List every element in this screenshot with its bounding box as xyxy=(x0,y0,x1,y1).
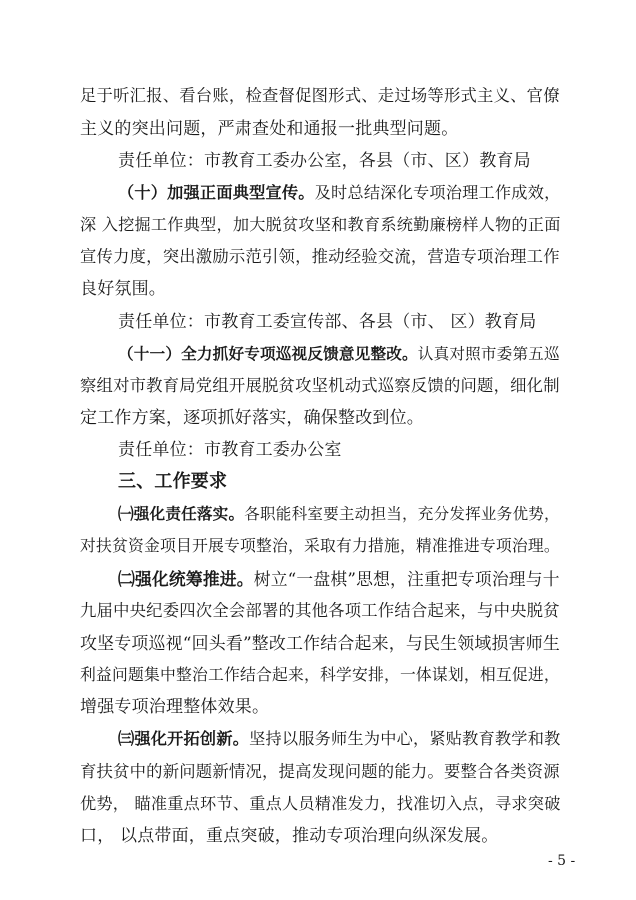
requirement-title: ㈠强化责任落实。 xyxy=(118,504,245,523)
section-line: （十一）全力抓好专项巡视反馈意见整改。认真对照市委第五巡 xyxy=(118,344,560,363)
body-line: 宣传力度，突出激励示范引领，推动经验交流，营造专项治理工作 xyxy=(80,247,560,266)
page-number: - 5 - xyxy=(548,853,576,869)
responsible-unit-line: 责任单位：市教育工委办公室，各县（市、区）教育局 xyxy=(118,151,531,171)
responsible-unit-line: 责任单位：市教育工委办公室 xyxy=(118,440,342,460)
body-line: 良好氛围。 xyxy=(80,279,166,299)
body-line: 利益问题集中整治工作结合起来，科学安排，一体谋划，相互促进， xyxy=(80,665,560,684)
body-line: 深 入挖掘工作典型，加大脱贫攻坚和教育系统勤廉榜样人物的正面 xyxy=(80,215,561,234)
responsible-unit-line: 责任单位：市教育工委宣传部、各县（市、 区）教育局 xyxy=(118,312,537,332)
section-title: （十）加强正面典型宣传。 xyxy=(118,183,315,202)
section-title: （十一）全力抓好专项巡视反馈意见整改。 xyxy=(118,344,418,363)
section-line: （十）加强正面典型宣传。及时总结深化专项治理工作成效， xyxy=(118,183,561,202)
body-line: 九届中央纪委四次全会部署的其他各项工作结合起来，与中央脱贫 xyxy=(80,601,560,620)
body-line: 增强专项治理整体效果。 xyxy=(80,697,270,717)
body-line: 攻坚专项巡视“回头看”整改工作结合起来，与民生领域损害师生 xyxy=(80,633,560,653)
body-line: 口， 以点带面，重点突破，推动专项治理向纵深发展。 xyxy=(80,826,499,846)
body-line: 主义的突出问题，严肃查处和通报一批典型问题。 xyxy=(80,119,459,139)
requirement-line: ㈢强化开拓创新。坚持以服务师生为中心，紧贴教育教学和教 xyxy=(118,729,561,748)
body-line: 定工作方案，逐项抓好落实，确保整改到位。 xyxy=(80,408,424,428)
requirement-line: ㈡强化统筹推进。树立“一盘棋”思想，注重把专项治理与十 xyxy=(118,569,560,589)
requirement-title: ㈡强化统筹推进。 xyxy=(118,569,254,589)
body-line: 育扶贫中的新问题新情况，提高发现问题的能力。要整合各类资源 xyxy=(80,762,560,781)
requirement-title: ㈢强化开拓创新。 xyxy=(118,729,250,748)
body-line: 对扶贫资金项目开展专项整治，采取有力措施，精准推进专项治理。 xyxy=(80,536,560,555)
body-line: 察组对市教育局党组开展脱贫攻坚机动式巡察反馈的问题，细化制 xyxy=(80,376,560,395)
body-line: 优势， 瞄准重点环节、重点人员精准发力，找准切入点，寻求突破 xyxy=(80,794,561,813)
body-line: 足于听汇报、看台账，检查督促图形式、走过场等形式主义、官僚 xyxy=(80,86,560,105)
requirement-line: ㈠强化责任落实。各职能科室要主动担当，充分发挥业务优势， xyxy=(118,504,560,523)
chapter-heading: 三、工作要求 xyxy=(118,471,228,492)
